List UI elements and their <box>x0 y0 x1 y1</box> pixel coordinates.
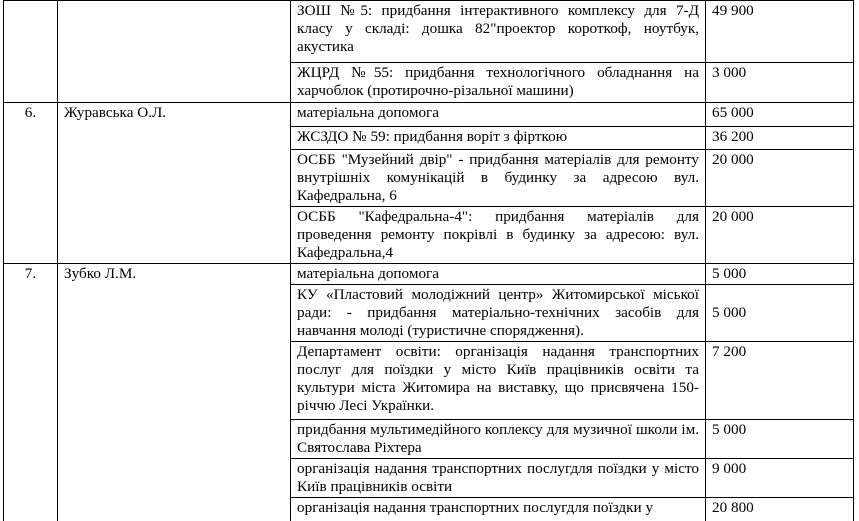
description-cell: ЗОШ №5: придбання інтерактивного комплексу для 7-Д класу у складі: дошка 82"проектор короткоф, ноутбук, акустика <box>291 1 706 63</box>
amount-cell: 5 000 <box>706 420 854 459</box>
table-row <box>4 103 854 127</box>
amount-cell: 9 000 <box>706 459 854 498</box>
description-cell: організація надання транспортних послугдля поїздки у <box>291 498 706 521</box>
amount-cell: 20 800 <box>706 498 854 521</box>
description-cell: ОСББ "Кафедральна-4": придбання матеріалів для проведення ремонту покрівлі в будинку за адресою: вул. Кафедральна,4 <box>291 207 706 264</box>
row-number-cell: 7. <box>4 264 58 521</box>
description-cell: ЖЦРД №55: придбання технологічного обладнання на харчоблок (протирочно-різальної машини) <box>291 63 706 103</box>
amount-cell: 20 000 <box>706 150 854 207</box>
deputy-name-cell: Зубко Л.М. <box>58 264 291 521</box>
description-cell: КУ «Пластовий молодіжний центр» Житомирської міської ради: - придбання матеріально-технічних засобів для навчання молоді (туристичне спорядження). <box>291 285 706 342</box>
amount-cell: 3 000 <box>706 63 854 103</box>
table-row <box>4 264 854 285</box>
amount-cell: 36 200 <box>706 127 854 150</box>
description-cell: ОСББ "Музейний двір" - придбання матеріалів для ремонту внутрішніх комунікацій в будинку за адресою вул. Кафедральна, 6 <box>291 150 706 207</box>
description-cell: Департамент освіти: організація надання транспортних послуг для поїздки у місто Київ працівників освіти та культури міста Житомира на виставку, що присвячена 150-річчю Лесі Українки. <box>291 342 706 420</box>
amount-cell: 49 900 <box>706 1 854 63</box>
amount-cell: 20 000 <box>706 207 854 264</box>
amount-cell: 65 000 <box>706 103 854 127</box>
description-cell: ЖСЗДО № 59: придбання воріт з фірткою <box>291 127 706 150</box>
amount-cell: 5 000 <box>706 285 854 342</box>
description-cell: матеріальна допомога <box>291 264 706 285</box>
deputy-name-cell: Журавська О.Л. <box>58 103 291 264</box>
amount-cell: 7 200 <box>706 342 854 420</box>
description-cell: придбання мультимедійного коплексу для музичної школи ім. Святослава Ріхтера <box>291 420 706 459</box>
amount-cell: 5 000 <box>706 264 854 285</box>
description-cell: організація надання транспортних послугдля поїздки у місто Київ працівників освіти <box>291 459 706 498</box>
row-number-cell <box>4 1 58 103</box>
description-cell: матеріальна допомога <box>291 103 706 127</box>
deputy-name-cell <box>58 1 291 103</box>
row-number-cell: 6. <box>4 103 58 264</box>
budget-table <box>3 0 854 521</box>
table-row <box>4 1 854 63</box>
